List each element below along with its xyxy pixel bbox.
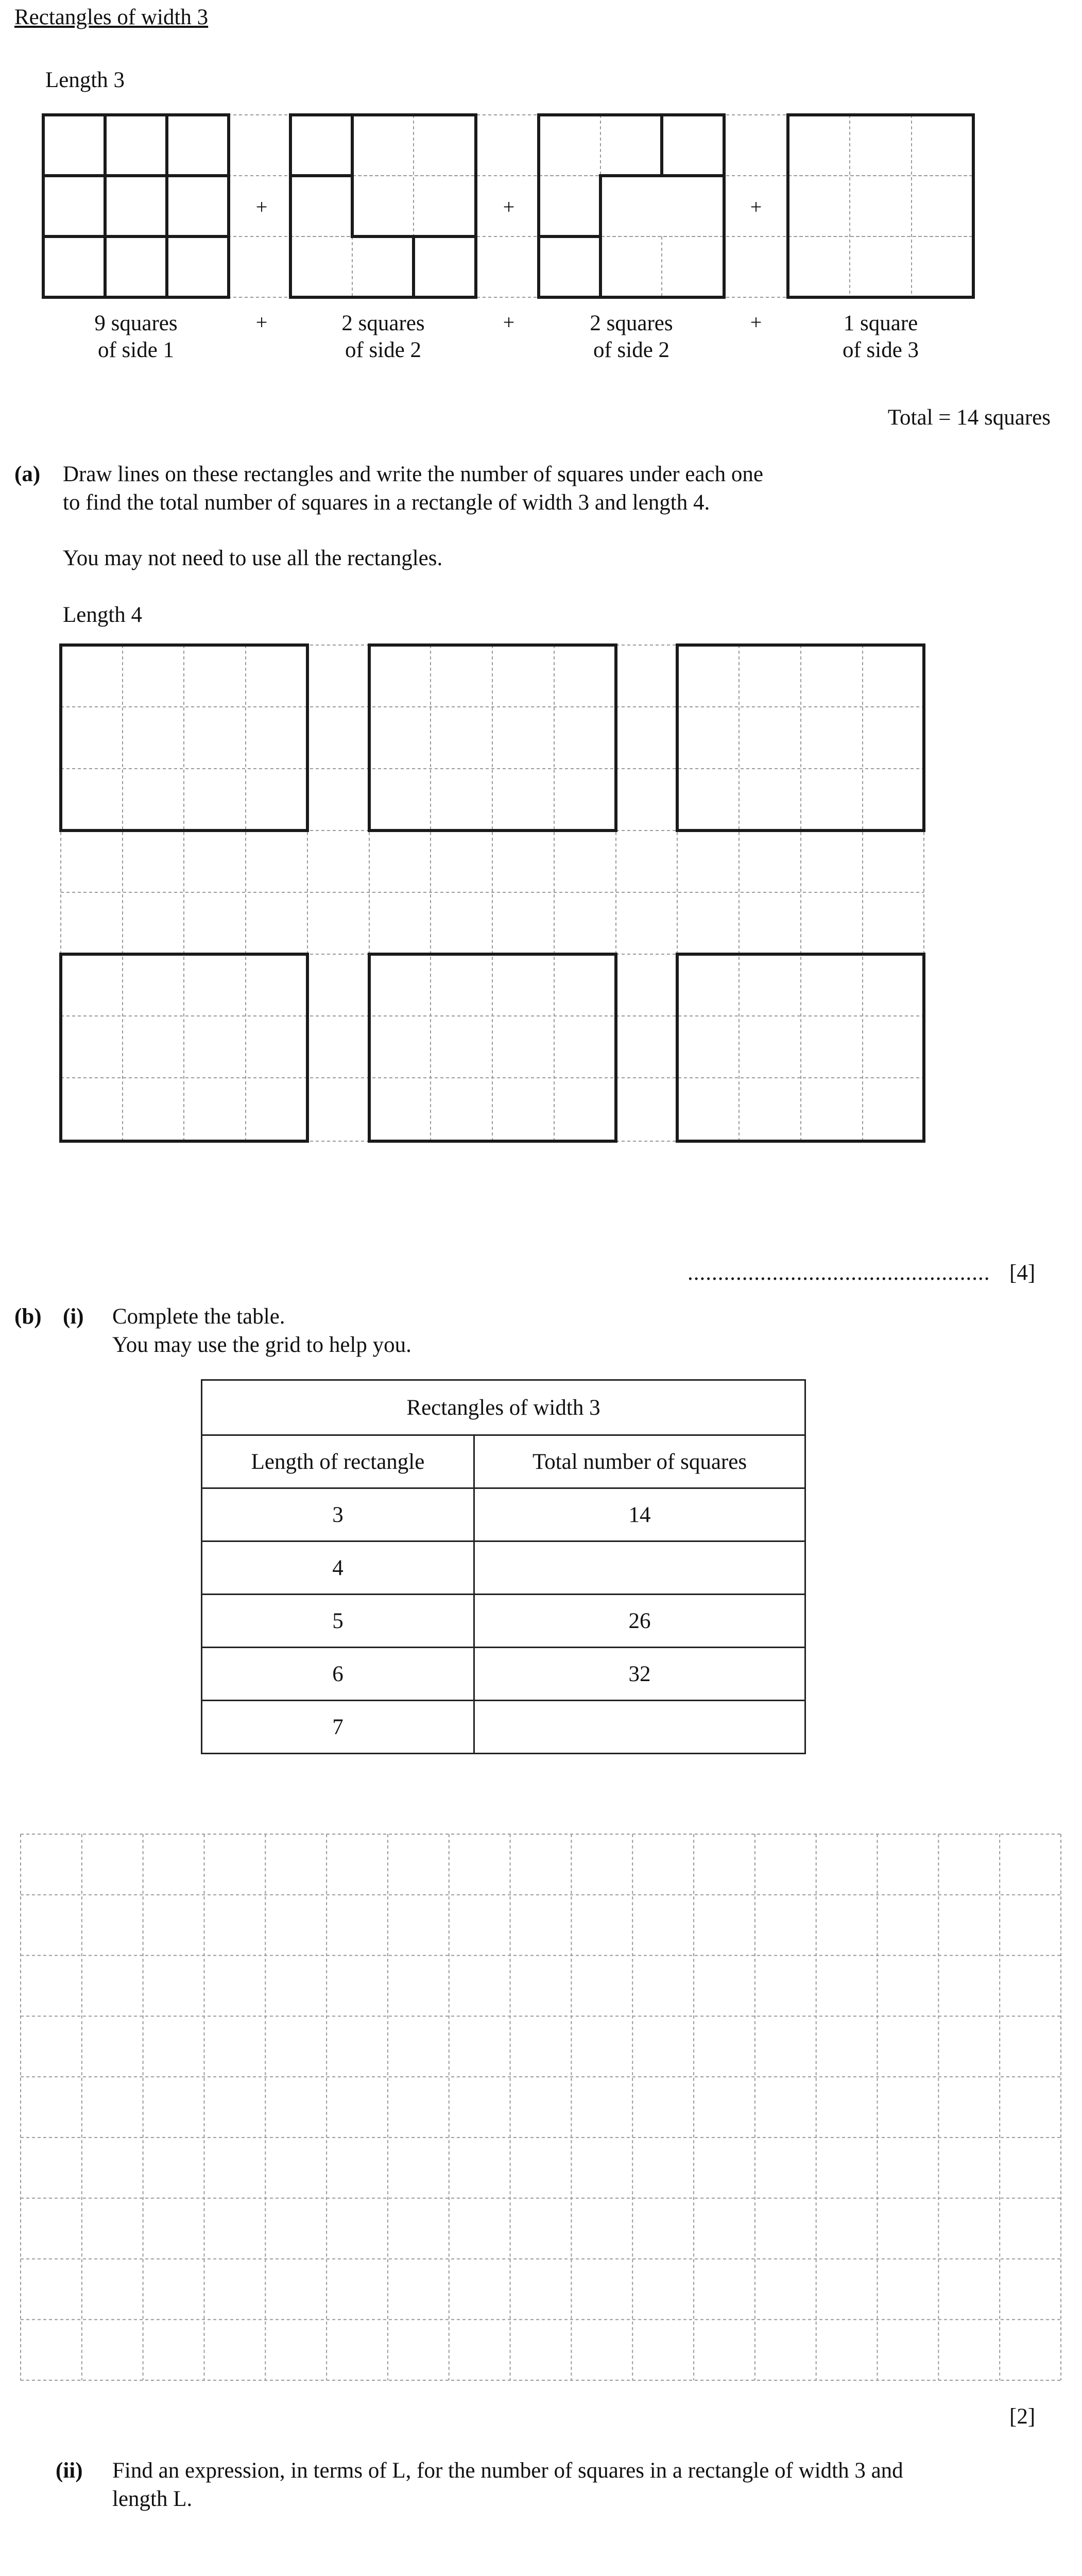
marks-b-i: [2] [1009,2404,1036,2429]
working-grid[interactable] [0,1824,1082,2391]
caption-4: 1 square of side 3 [842,311,919,362]
example-diagram [0,0,1082,361]
table-row [202,1541,805,1595]
part-a-instruction-1: Draw lines on these rectangles and write the number of squares under each one [63,462,763,486]
part-b-i-label: (i) [63,1304,84,1329]
part-b-i-line-2: You may use the grid to help you. [112,1333,411,1357]
working-grid-lines [21,1834,1061,2380]
col-header-length: Length of rectangle [202,1435,474,1488]
part-b-ii-line-2: length L. [112,2487,193,2511]
caption-1: 9 squares of side 1 [94,311,178,362]
cell-length: 5 [202,1595,474,1648]
cell-total-blank[interactable] [474,1541,805,1595]
example-box-4 [788,115,973,297]
table-row [202,1701,805,1754]
section-title: Rectangles of width 3 [14,5,209,29]
example-box-3 [539,115,724,297]
part-b-ii-label: (ii) [56,2459,83,2483]
part-b-i-line-1: Complete the table. [112,1304,285,1329]
plus-sign: + [750,311,762,334]
plus-sign: + [503,195,515,218]
squares-table [201,1379,806,1754]
cell-total: 32 [474,1648,805,1701]
length-4-dashed-grid [61,645,924,1141]
table-row [202,1595,805,1648]
marks-a: [4] [1009,1261,1036,1285]
cell-length: 7 [202,1701,474,1754]
part-a-instruction-2: to find the total number of squares in a rectangle of width 3 and length 4. [63,490,710,515]
table-row [202,1488,805,1541]
cell-length: 3 [202,1488,474,1541]
plus-sign: + [750,195,762,218]
length-3-label: Length 3 [45,68,125,92]
part-b-ii-line-1: Find an expression, in terms of L, for the number of squares in a rectangle of width 3 and [112,2459,903,2483]
table-title: Rectangles of width 3 [202,1380,805,1435]
cell-total: 26 [474,1595,805,1648]
part-a-note: You may not need to use all the rectangles. [63,546,443,570]
length-4-label: Length 4 [63,603,143,627]
plus-sign: + [255,311,268,334]
example-box-1 [43,115,229,297]
cell-total-blank[interactable] [474,1701,805,1754]
plus-sign: + [503,311,515,334]
col-header-total: Total number of squares [474,1435,805,1488]
caption-2: 2 squares of side 2 [341,311,425,362]
table-row [202,1648,805,1701]
total-text: Total = 14 squares [887,405,1051,430]
part-a-label: (a) [14,462,41,486]
part-b-label: (b) [14,1304,42,1329]
example-box-2 [290,115,476,297]
cell-length: 4 [202,1541,474,1595]
answer-line-a[interactable]: .................................................. [688,1261,990,1285]
caption-3: 2 squares of side 2 [590,311,673,362]
length-4-grid[interactable] [0,639,1082,1159]
plus-sign: + [255,195,268,218]
cell-length: 6 [202,1648,474,1701]
cell-total: 14 [474,1488,805,1541]
